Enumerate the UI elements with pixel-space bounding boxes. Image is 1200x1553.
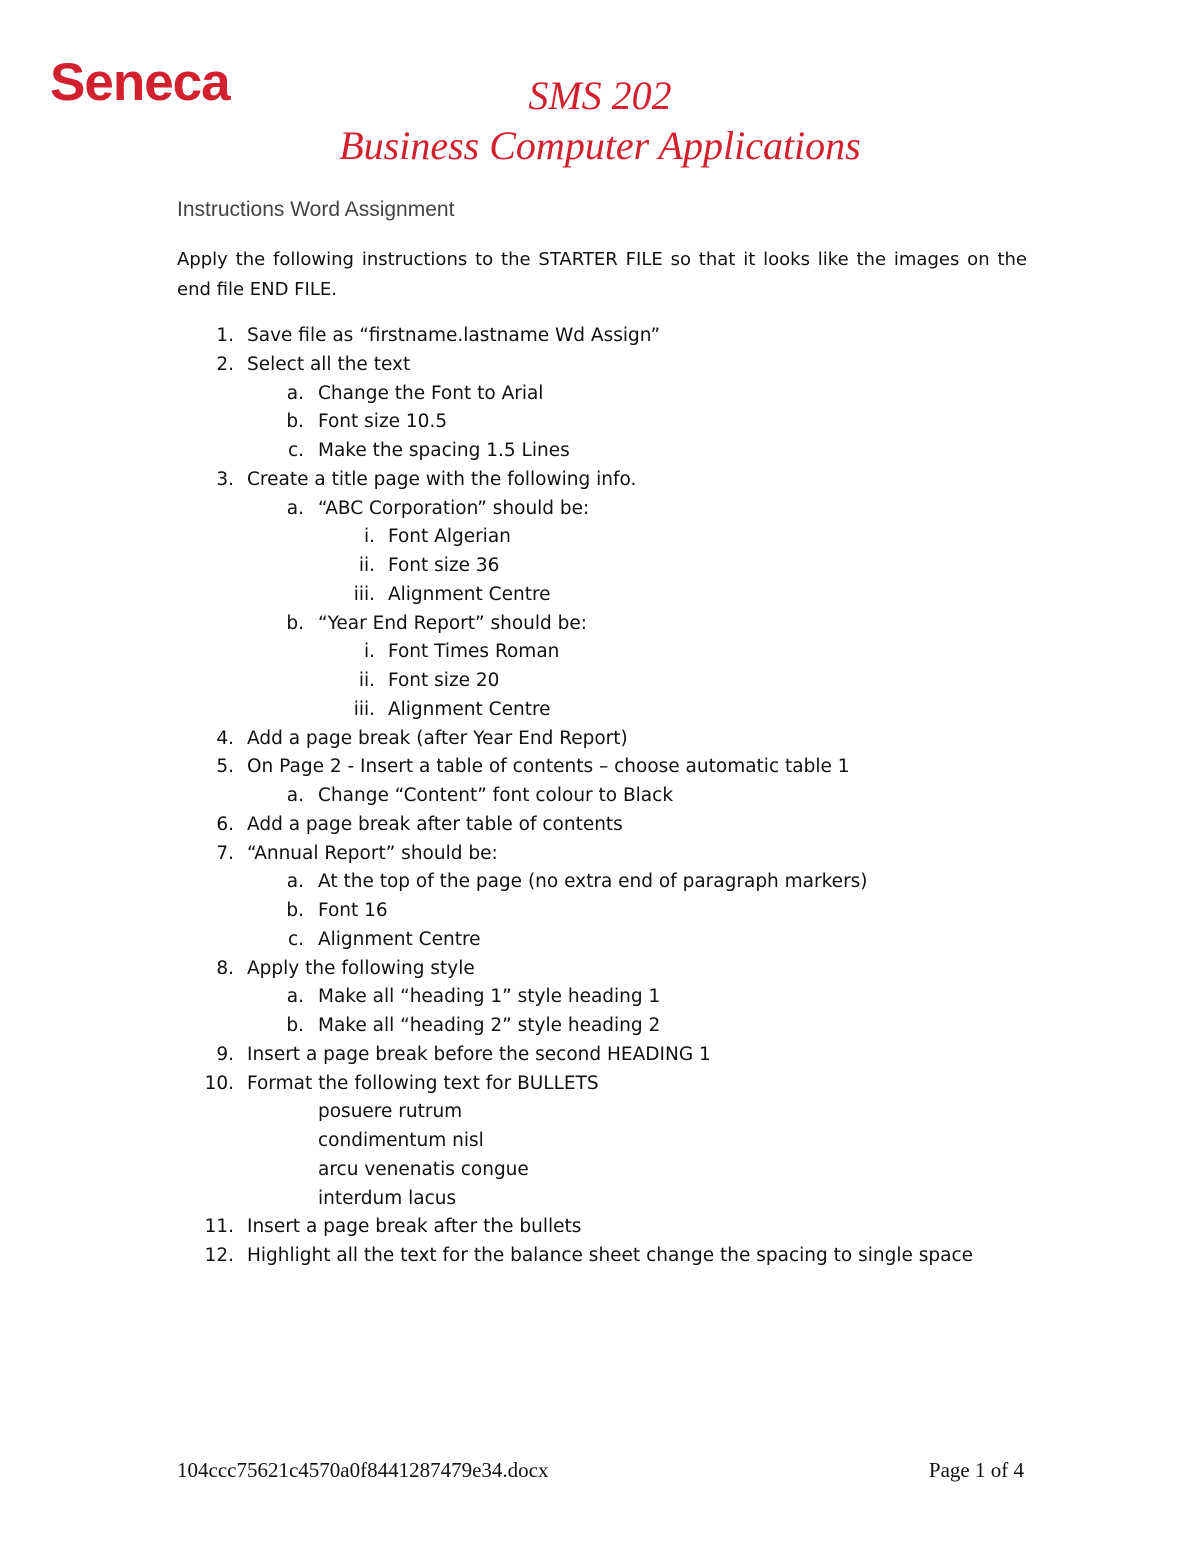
- instruction-text: Font size 20: [388, 670, 500, 691]
- instruction-text: Highlight all the text for the balance sheet change the spacing to single space: [247, 1245, 974, 1266]
- instruction-item: [0, 437, 1200, 466]
- instruction-text: interdum lacus: [318, 1187, 457, 1209]
- instruction-marker: iii.: [353, 698, 375, 720]
- instructions-list: [0, 322, 1200, 1271]
- instruction-item: [0, 1213, 1200, 1242]
- instruction-marker: 5.: [216, 756, 234, 778]
- footer-page-number: Page 1 of 4: [928, 1458, 1024, 1482]
- instruction-marker: ii.: [358, 555, 375, 576]
- instruction-marker: 6.: [216, 813, 234, 835]
- instruction-text: “Year End Report” should be:: [318, 612, 587, 634]
- instruction-marker: 8.: [216, 957, 234, 979]
- instruction-marker: 4.: [216, 727, 234, 749]
- instruction-text: Change the Font to Arial: [318, 382, 544, 404]
- instruction-text: Make all “heading 2” style heading 2: [318, 1015, 661, 1036]
- instruction-item: [0, 1098, 1200, 1127]
- instruction-text: Add a page break (after Year End Report): [247, 727, 628, 749]
- instruction-text: Insert a page break after the bullets: [247, 1216, 582, 1238]
- instruction-text: Font 16: [318, 900, 388, 921]
- instruction-marker: a.: [286, 382, 304, 404]
- instruction-text: “ABC Corporation” should be:: [318, 497, 590, 519]
- instruction-item: [0, 868, 1200, 897]
- instruction-item: [0, 696, 1200, 725]
- course-code-title: SMS 202: [528, 73, 672, 118]
- instruction-text: Alignment Centre: [388, 698, 551, 720]
- instruction-marker: 10.: [204, 1072, 234, 1094]
- instruction-item: [0, 1012, 1200, 1041]
- instruction-text: Apply the following style: [247, 957, 475, 979]
- instruction-text: Save file as “firstname.lastname Wd Assign”: [247, 325, 661, 346]
- instruction-marker: a.: [286, 785, 304, 806]
- instruction-item: [0, 926, 1200, 955]
- instruction-marker: 7.: [216, 842, 234, 864]
- instruction-text: Insert a page break before the second HEADING 1: [247, 1043, 711, 1065]
- course-name-title: Business Computer Applications: [339, 123, 861, 168]
- instruction-marker: 3.: [216, 468, 234, 490]
- instruction-item: [0, 351, 1200, 380]
- instruction-item: [0, 408, 1200, 437]
- instruction-item: [0, 552, 1200, 581]
- instruction-item: [0, 466, 1200, 495]
- instruction-text: Create a title page with the following info.: [247, 468, 637, 490]
- instruction-item: [0, 897, 1200, 926]
- instruction-text: Add a page break after table of contents: [247, 813, 623, 835]
- instruction-marker: c.: [287, 928, 304, 950]
- instruction-item: [0, 782, 1200, 811]
- instruction-item: [0, 1156, 1200, 1185]
- instruction-text: Select all the text: [247, 353, 411, 375]
- instruction-item: [0, 667, 1200, 696]
- seneca-logo: Seneca: [50, 53, 230, 112]
- instruction-item: [0, 1242, 1200, 1271]
- instruction-marker: 12.: [204, 1245, 234, 1266]
- footer-filename: 104ccc75621c4570a0f8441287479e34.docx: [177, 1458, 549, 1482]
- instruction-text: arcu venenatis congue: [318, 1158, 529, 1180]
- instruction-text: On Page 2 - Insert a table of contents – choose automatic table 1: [247, 756, 850, 778]
- instruction-marker: b.: [286, 1015, 304, 1036]
- instruction-item: [0, 753, 1200, 782]
- instruction-item: [0, 1185, 1200, 1214]
- instruction-marker: a.: [286, 497, 304, 519]
- instruction-text: Change “Content” font colour to Black: [318, 785, 674, 806]
- instruction-text: Format the following text for BULLETS: [247, 1072, 599, 1094]
- instruction-marker: b.: [286, 411, 304, 433]
- instruction-text: condimentum nisl: [318, 1130, 484, 1151]
- instruction-item: [0, 811, 1200, 840]
- instruction-text: Alignment Centre: [318, 928, 481, 950]
- instruction-text: Make the spacing 1.5 Lines: [318, 440, 570, 461]
- instruction-item: [0, 495, 1200, 524]
- instruction-marker: b.: [286, 900, 304, 921]
- instruction-text: Font size 10.5: [318, 411, 448, 433]
- instruction-marker: c.: [287, 440, 304, 461]
- instruction-item: [0, 581, 1200, 610]
- instruction-marker: 9.: [216, 1043, 234, 1065]
- instruction-marker: 11.: [204, 1216, 234, 1238]
- instruction-item: [0, 725, 1200, 754]
- instruction-marker: b.: [286, 612, 304, 634]
- instruction-text: At the top of the page (no extra end of paragraph markers): [318, 871, 868, 893]
- instruction-item: [0, 1070, 1200, 1099]
- instruction-marker: i.: [363, 641, 375, 663]
- assignment-subheading: Instructions Word Assignment: [177, 198, 455, 221]
- instruction-marker: a.: [286, 871, 304, 893]
- instruction-marker: 1.: [216, 325, 234, 346]
- instruction-marker: 2.: [216, 353, 234, 375]
- intro-paragraph: Apply the following instructions to the STARTER FILE so that it looks like the images on the end file END FILE.: [177, 249, 1027, 300]
- instruction-text: “Annual Report” should be:: [247, 842, 498, 864]
- instruction-text: Make all “heading 1” style heading 1: [318, 986, 661, 1008]
- instruction-text: posuere rutrum: [318, 1101, 463, 1123]
- instruction-text: Font size 36: [388, 555, 500, 576]
- instruction-item: [0, 955, 1200, 984]
- instruction-item: [0, 1041, 1200, 1070]
- instruction-text: Alignment Centre: [388, 583, 551, 605]
- instruction-item: [0, 840, 1200, 869]
- instruction-item: [0, 638, 1200, 667]
- instruction-marker: ii.: [358, 670, 375, 691]
- instruction-item: [0, 322, 1200, 351]
- instruction-item: [0, 983, 1200, 1012]
- instruction-text: Font Algerian: [388, 526, 511, 548]
- instruction-item: [0, 610, 1200, 639]
- instruction-marker: i.: [363, 526, 375, 548]
- instruction-item: [0, 1127, 1200, 1156]
- instruction-marker: iii.: [353, 583, 375, 605]
- instruction-item: [0, 523, 1200, 552]
- instruction-item: [0, 380, 1200, 409]
- instruction-marker: a.: [286, 986, 304, 1008]
- instruction-text: Font Times Roman: [388, 641, 560, 663]
